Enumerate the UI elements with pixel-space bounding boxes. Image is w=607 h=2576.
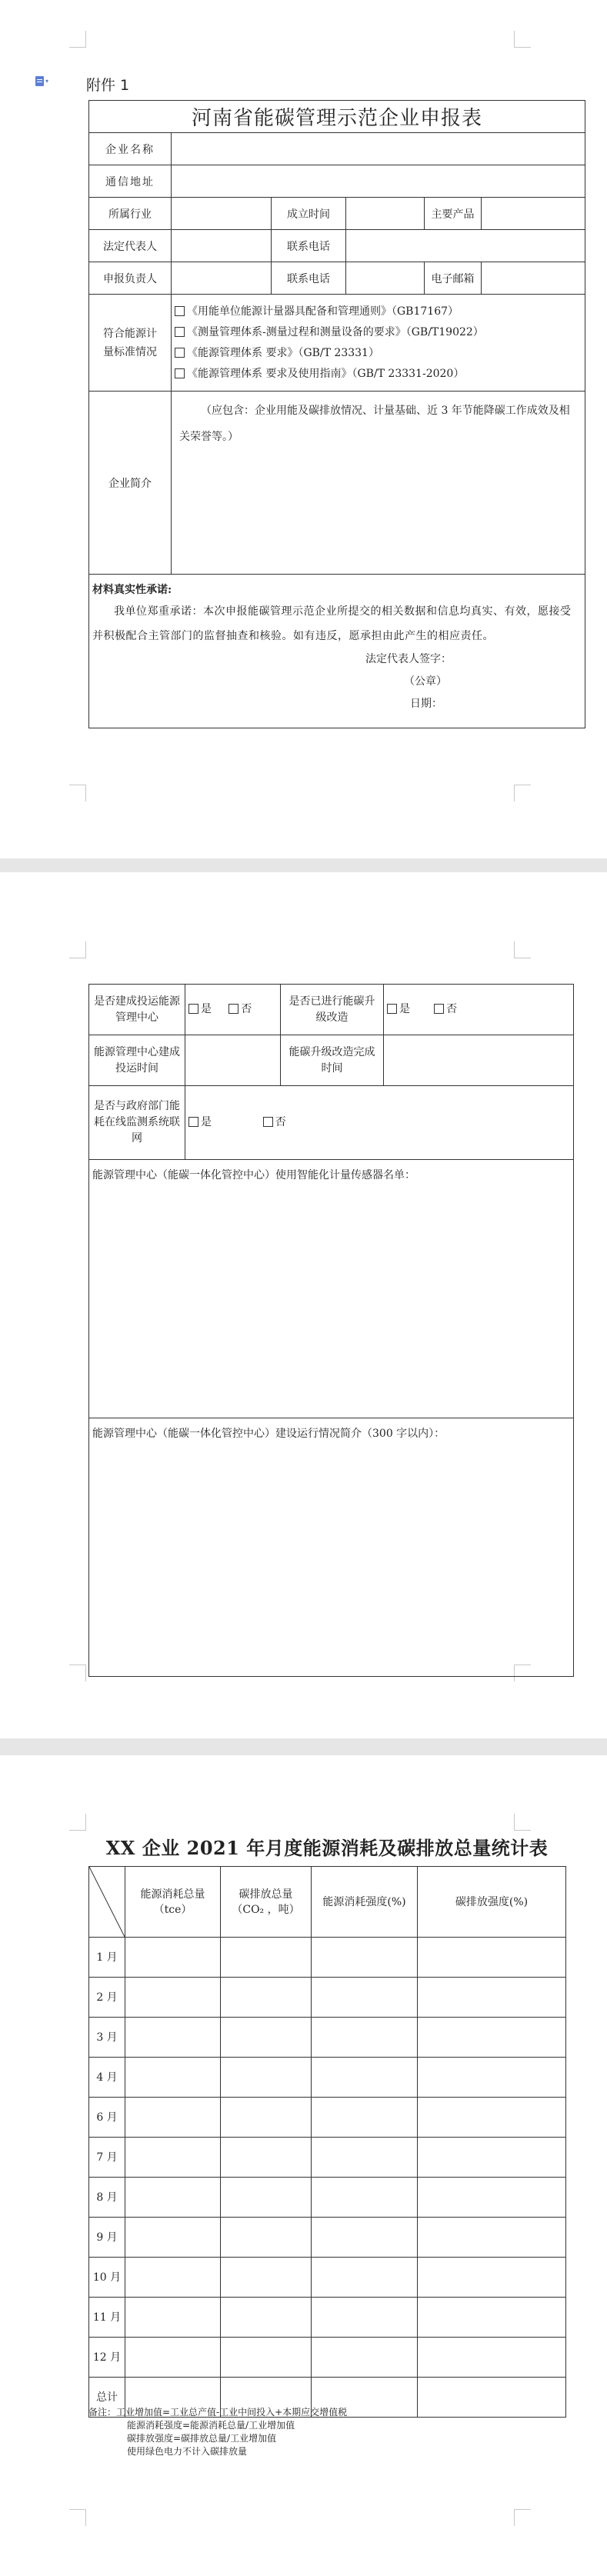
value-cell[interactable] — [418, 2058, 566, 2098]
applicant-field[interactable] — [172, 262, 272, 295]
label-founded: 成立时间 — [272, 198, 346, 230]
value-cell[interactable] — [221, 2218, 312, 2258]
page-gap — [0, 858, 607, 872]
value-cell[interactable] — [125, 2058, 221, 2098]
row-label: 10 月 — [89, 2258, 125, 2298]
upgrade-options: 是 否 — [384, 985, 574, 1035]
row-label: 12 月 — [89, 2338, 125, 2378]
value-cell[interactable] — [125, 2138, 221, 2178]
authenticity-promise — [89, 575, 585, 728]
value-cell[interactable] — [125, 1938, 221, 1978]
crop-mark — [69, 941, 86, 958]
value-cell[interactable] — [125, 2298, 221, 2338]
statistics-body — [89, 1938, 566, 2418]
signature-line: 法定代表人签字： — [365, 653, 452, 665]
attachment-label: 附件 1 — [86, 77, 130, 94]
page-gap — [0, 1738, 607, 1755]
header-carbon-total: 碳排放总量（CO₂ ，吨） — [221, 1867, 312, 1938]
sensor-list-field[interactable]: 能源管理中心（能碳一体化管控中心）使用智能化计量传感器名单： — [89, 1160, 574, 1418]
label-gov-link: 是否与政府部门能耗在线监测系统联网 — [89, 1086, 185, 1160]
email-field[interactable] — [482, 262, 585, 295]
label-upgrade-time: 能碳升级改造完成时间 — [281, 1035, 384, 1086]
checkbox[interactable] — [175, 327, 185, 337]
month-row — [89, 2098, 566, 2138]
value-cell[interactable] — [221, 2298, 312, 2338]
row-label: 11 月 — [89, 2298, 125, 2338]
standard-item[interactable]: 《测量管理体系-测量过程和测量设备的要求》（GB/T19022） — [175, 322, 582, 343]
crop-mark — [514, 785, 531, 801]
value-cell[interactable] — [125, 2218, 221, 2258]
application-form — [88, 100, 585, 728]
profile-field[interactable]: （应包含：企业用能及碳排放情况、计量基础、近 3 年节能降碳工作成效及相关荣誉等。） — [172, 392, 585, 575]
month-row — [89, 2018, 566, 2058]
month-row — [89, 2178, 566, 2218]
checkbox-no[interactable] — [263, 1117, 273, 1127]
value-cell[interactable] — [221, 2178, 312, 2218]
value-cell[interactable] — [312, 1978, 418, 2018]
row-label: 6 月 — [89, 2098, 125, 2138]
checkbox[interactable] — [175, 368, 185, 378]
value-cell[interactable] — [312, 2098, 418, 2138]
checkbox[interactable] — [175, 348, 185, 358]
label-applicant: 申报负责人 — [89, 262, 172, 295]
row-label: 4 月 — [89, 2058, 125, 2098]
gov-link-options: 是 否 — [185, 1086, 574, 1160]
value-cell[interactable] — [125, 2098, 221, 2138]
label-address: 通信地址 — [89, 165, 172, 198]
standard-item[interactable]: 《能源管理体系 要求及使用指南》（GB/T 23331-2020） — [175, 364, 582, 385]
legal-rep-field[interactable] — [172, 230, 272, 262]
label-standards: 符合能源计量标准情况 — [89, 295, 172, 392]
crop-mark — [69, 2509, 86, 2526]
standard-item[interactable]: 《能源管理体系 要求》（GB/T 23331） — [175, 343, 582, 364]
value-cell[interactable] — [312, 2178, 418, 2218]
label-industry: 所属行业 — [89, 198, 172, 230]
crop-mark — [514, 1814, 531, 1831]
value-cell[interactable] — [125, 2018, 221, 2058]
center-time-field[interactable] — [185, 1035, 281, 1086]
industry-field[interactable] — [172, 198, 272, 230]
crop-mark — [69, 785, 86, 801]
value-cell[interactable] — [221, 1938, 312, 1978]
crop-mark — [514, 2509, 531, 2526]
value-cell[interactable] — [221, 2058, 312, 2098]
seal-line: （公章） — [404, 675, 447, 688]
remarks — [88, 2406, 347, 2458]
value-cell[interactable] — [418, 2178, 566, 2218]
promise-title: 材料真实性承诺: — [92, 584, 172, 596]
value-cell[interactable] — [221, 1978, 312, 2018]
label-legal-rep: 法定代表人 — [89, 230, 172, 262]
label-upgrade: 是否已进行能碳升级改造 — [281, 985, 384, 1035]
value-cell[interactable] — [312, 2338, 418, 2378]
value-cell[interactable] — [221, 2098, 312, 2138]
date-line: 日期： — [410, 698, 442, 710]
operation-summary-field[interactable]: 能源管理中心（能碳一体化管控中心）建设运行情况简介（300 字以内）： — [89, 1418, 574, 1677]
label-profile: 企业简介 — [89, 392, 172, 575]
crop-mark — [514, 31, 531, 48]
crop-mark — [69, 31, 86, 48]
month-row — [89, 2138, 566, 2178]
row-label: 1 月 — [89, 1938, 125, 1978]
value-cell[interactable] — [312, 2298, 418, 2338]
checkbox-no[interactable] — [434, 1004, 444, 1014]
value-cell[interactable] — [125, 2338, 221, 2378]
row-label: 总计 — [89, 2378, 125, 2418]
crop-mark — [69, 1814, 86, 1831]
month-row — [89, 1938, 566, 1978]
value-cell[interactable] — [418, 1938, 566, 1978]
document-icon[interactable]: ▾ — [35, 75, 55, 86]
promise-text: 我单位郑重承诺：本次申报能碳管理示范企业所提交的相关数据和信息均真实、有效，愿接受并积极配合主管部门的监督抽查和核验。如有违反，愿承担由此产生的相应责任。 — [92, 605, 572, 642]
founded-field[interactable] — [346, 198, 425, 230]
value-cell[interactable] — [125, 2258, 221, 2298]
value-cell[interactable] — [312, 2258, 418, 2298]
value-cell[interactable] — [418, 2098, 566, 2138]
value-cell[interactable] — [418, 2138, 566, 2178]
value-cell[interactable] — [125, 1978, 221, 2018]
crop-mark — [514, 941, 531, 958]
label-center-built: 是否建成投运能源管理中心 — [89, 985, 185, 1035]
value-cell[interactable] — [221, 2338, 312, 2378]
signature-block — [365, 648, 582, 715]
diagonal-header-cell — [89, 1867, 125, 1938]
value-cell[interactable] — [221, 2018, 312, 2058]
header-energy-intensity: 能源消耗强度(%) — [312, 1867, 418, 1938]
value-cell[interactable] — [221, 2258, 312, 2298]
standard-item[interactable]: 《用能单位能源计量器具配备和管理通则》（GB17167） — [175, 302, 582, 322]
remark-line: 能源消耗强度=能源消耗总量/工业增加值 — [127, 2420, 295, 2431]
page-1 — [0, 0, 607, 858]
label-main-product: 主要产品 — [425, 198, 482, 230]
phone-field[interactable] — [346, 230, 585, 262]
value-cell[interactable] — [312, 2018, 418, 2058]
value-cell[interactable] — [418, 2338, 566, 2378]
main-product-field[interactable] — [482, 198, 585, 230]
month-row — [89, 2338, 566, 2378]
energy-center-form — [88, 984, 574, 1677]
center-built-options: 是 否 — [185, 985, 281, 1035]
statistics-title: XX 企业 2021 年月度能源消耗及碳排放总量统计表 — [105, 1837, 549, 1859]
value-cell[interactable] — [312, 2218, 418, 2258]
row-label: 3 月 — [89, 2018, 125, 2058]
row-label: 7 月 — [89, 2138, 125, 2178]
statistics-table — [88, 1866, 566, 2418]
month-row — [89, 2298, 566, 2338]
value-cell[interactable] — [312, 2058, 418, 2098]
address-field[interactable] — [172, 165, 585, 198]
row-label: 2 月 — [89, 1978, 125, 2018]
month-row — [89, 2258, 566, 2298]
month-row — [89, 1978, 566, 2018]
checkbox-yes[interactable] — [188, 1117, 198, 1127]
label-center-time: 能源管理中心建成投运时间 — [89, 1035, 185, 1086]
value-cell[interactable] — [125, 2178, 221, 2218]
phone-2-field[interactable] — [346, 262, 425, 295]
value-cell[interactable] — [221, 2138, 312, 2178]
value-cell[interactable] — [418, 2218, 566, 2258]
value-cell[interactable] — [418, 2378, 566, 2418]
label-phone: 联系电话 — [272, 230, 346, 262]
form-title: 河南省能碳管理示范企业申报表 — [89, 101, 585, 133]
remark-line: 备注：工业增加值=工业总产值-工业中间投入+本期应交增值税 — [88, 2407, 348, 2418]
header-carbon-intensity: 碳排放强度(%) — [418, 1867, 566, 1938]
value-cell[interactable] — [312, 1938, 418, 1978]
crop-mark — [69, 1665, 86, 1681]
value-cell[interactable] — [418, 2298, 566, 2338]
checkbox-yes[interactable] — [387, 1004, 397, 1014]
month-row — [89, 2058, 566, 2098]
value-cell[interactable] — [312, 2138, 418, 2178]
remark-line: 使用绿色电力不计入碳排放量 — [127, 2446, 248, 2457]
upgrade-time-field[interactable] — [384, 1035, 574, 1086]
label-phone-2: 联系电话 — [272, 262, 346, 295]
remark-line: 碳排放强度=碳排放总量/工业增加值 — [127, 2433, 277, 2444]
month-row — [89, 2218, 566, 2258]
standards-list — [172, 295, 585, 392]
header-energy-total: 能源消耗总量（tce） — [125, 1867, 221, 1938]
checkbox[interactable] — [175, 306, 185, 316]
checkbox-yes[interactable] — [188, 1004, 198, 1014]
value-cell[interactable] — [418, 1978, 566, 2018]
company-name-field[interactable] — [172, 133, 585, 165]
row-label: 9 月 — [89, 2218, 125, 2258]
value-cell[interactable] — [418, 2018, 566, 2058]
row-label: 8 月 — [89, 2178, 125, 2218]
label-email: 电子邮箱 — [425, 262, 482, 295]
label-company-name: 企业名称 — [89, 133, 172, 165]
value-cell[interactable] — [418, 2258, 566, 2298]
checkbox-no[interactable] — [228, 1004, 238, 1014]
